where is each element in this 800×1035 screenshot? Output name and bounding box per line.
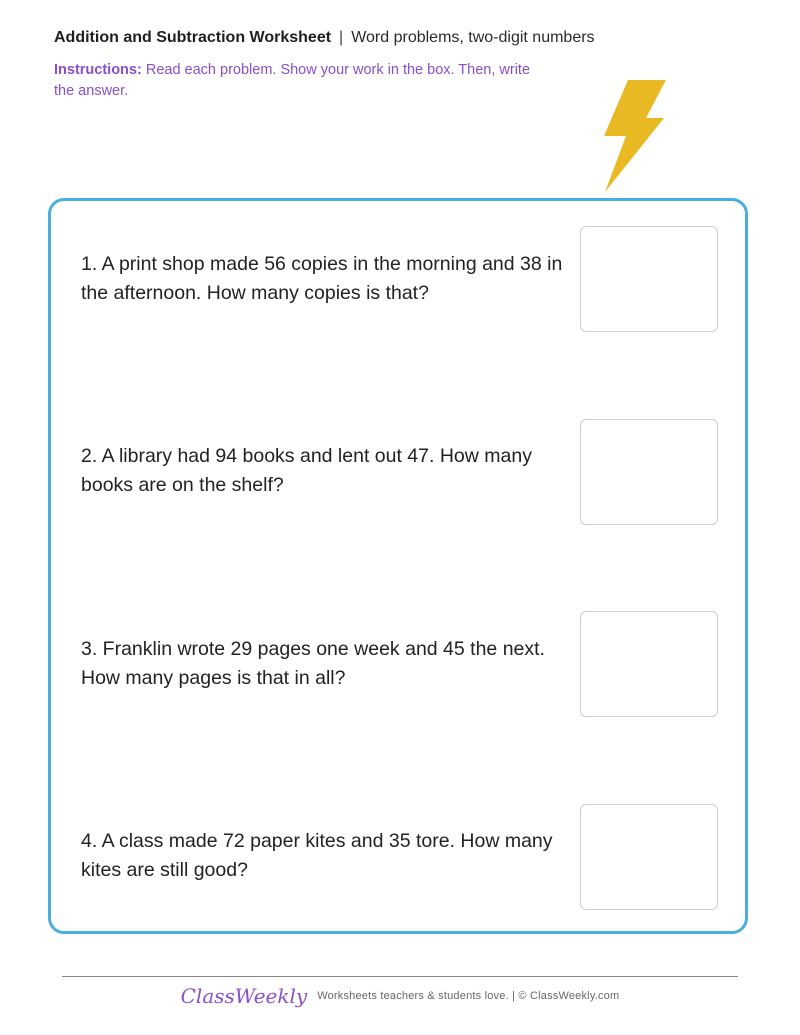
answer-box-3[interactable] (580, 611, 718, 717)
worksheet-header (54, 28, 595, 48)
brand-logo: ClassWeekly (180, 984, 308, 1008)
footer-divider (62, 976, 738, 977)
problem-2: 2. A library had 94 books and lent out 47. How many books are on the shelf? (81, 445, 532, 496)
answer-box-1[interactable] (580, 226, 718, 332)
header-separator: | (339, 29, 344, 46)
footer (0, 984, 800, 1008)
worksheet-title: Addition and Subtraction Worksheet (54, 29, 332, 46)
problem-1: 1. A print shop made 56 copies in the morning and 38 in the afternoon. How many copies is that? (81, 253, 563, 304)
instructions (54, 60, 534, 102)
problem-3: 3. Franklin wrote 29 pages one week and 45 the next. How many pages is that in all? (81, 638, 545, 689)
instructions-label: Instructions: (54, 62, 142, 78)
answer-box-2[interactable] (580, 419, 718, 525)
lightning-bolt-icon (600, 80, 670, 195)
answer-box-4[interactable] (580, 804, 718, 910)
instructions-text: Read each problem. Show your work in the box. Then, write the answer. (54, 62, 531, 99)
worksheet-subtitle: Word problems, two-digit numbers (351, 29, 595, 46)
footer-tagline: Worksheets teachers & students love. | © ClassWeekly.com (317, 990, 620, 1002)
problem-4: 4. A class made 72 paper kites and 35 tore. How many kites are still good? (81, 830, 553, 881)
